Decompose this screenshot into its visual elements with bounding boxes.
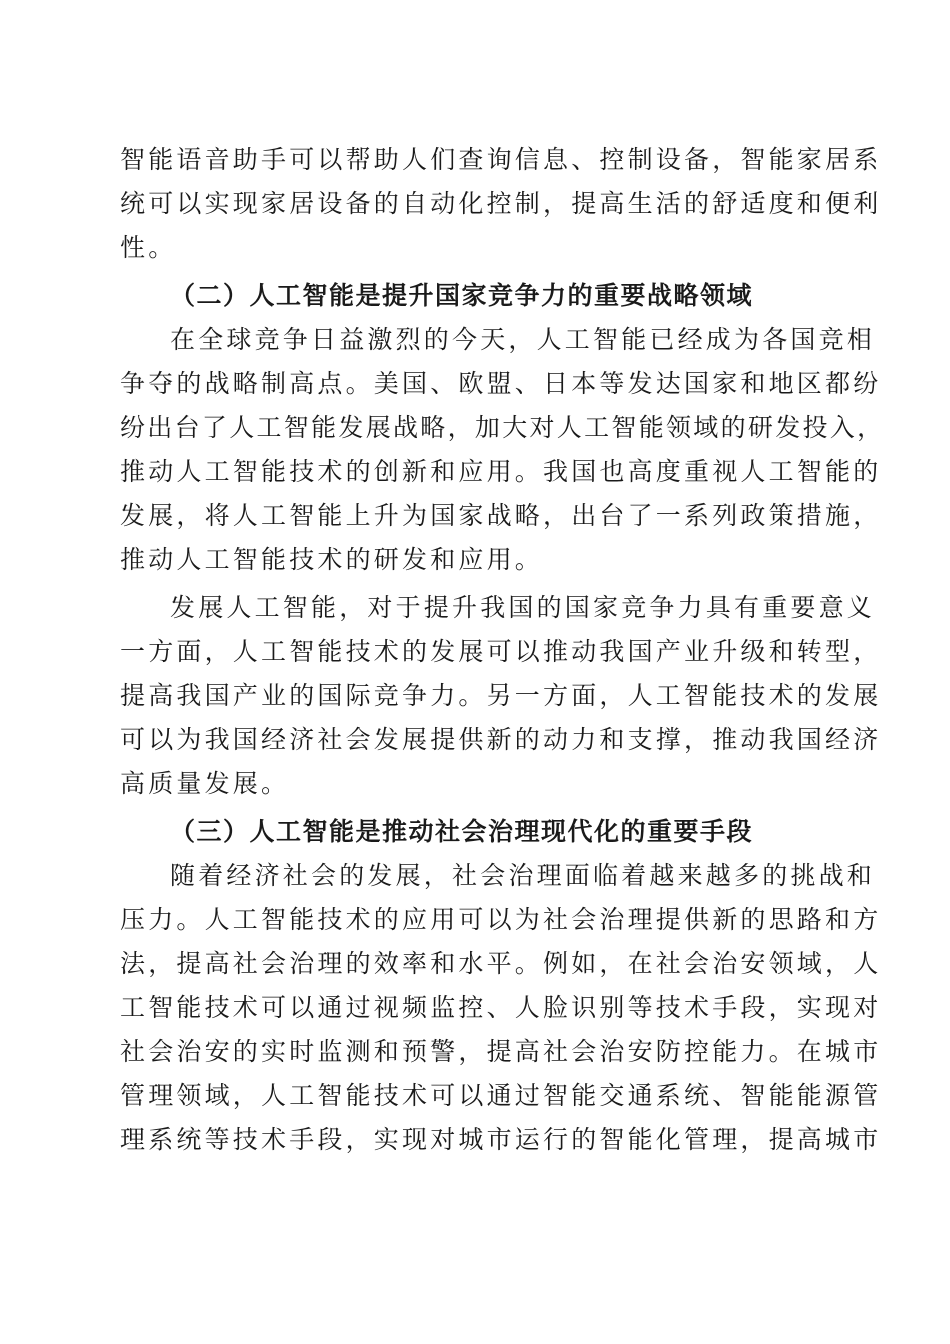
paragraph-line: 社会治安的实时监测和预警，提高社会治安防控能力。在城市	[120, 1037, 882, 1066]
paragraph-line: 压力。人工智能技术的应用可以为社会治理提供新的思路和方	[120, 905, 882, 934]
section-heading-3: （三）人工智能是推动社会治理现代化的重要手段	[170, 817, 754, 846]
paragraph-line: 法，提高社会治理的效率和水平。例如，在社会治安领域，人	[120, 949, 882, 978]
paragraph-line: 争夺的战略制高点。美国、欧盟、日本等发达国家和地区都纷	[120, 369, 882, 398]
paragraph-line: 可以为我国经济社会发展提供新的动力和支撑，推动我国经济	[120, 725, 882, 754]
paragraph-line: 高质量发展。	[120, 769, 290, 798]
paragraph-line: 智能语音助手可以帮助人们查询信息、控制设备，智能家居系	[120, 145, 882, 174]
paragraph-line: 统可以实现家居设备的自动化控制，提高生活的舒适度和便利	[120, 189, 882, 218]
paragraph-line: 纷出台了人工智能发展战略，加大对人工智能领域的研发投入，	[120, 413, 885, 442]
paragraph-line: 工智能技术可以通过视频监控、人脸识别等技术手段，实现对	[120, 993, 882, 1022]
paragraph-line: 在全球竞争日益激烈的今天，人工智能已经成为各国竞相	[170, 325, 876, 354]
paragraph-line: 推动人工智能技术的创新和应用。我国也高度重视人工智能的	[120, 457, 882, 486]
section-heading-2: （二）人工智能是提升国家竞争力的重要战略领域	[170, 281, 754, 310]
paragraph-line: 发展，将人工智能上升为国家战略，出台了一系列政策措施，	[120, 501, 882, 530]
paragraph-line: 一方面，人工智能技术的发展可以推动我国产业升级和转型，	[120, 637, 882, 666]
paragraph-line: 随着经济社会的发展，社会治理面临着越来越多的挑战和	[170, 861, 876, 890]
paragraph-line: 推动人工智能技术的研发和应用。	[120, 545, 544, 574]
paragraph-line: 提高我国产业的国际竞争力。另一方面，人工智能技术的发展	[120, 681, 882, 710]
paragraph-line: 性。	[120, 233, 177, 262]
paragraph-line: 管理领域，人工智能技术可以通过智能交通系统、智能能源管	[120, 1081, 882, 1110]
paragraph-line: 发展人工智能，对于提升我国的国家竞争力具有重要意义	[170, 593, 876, 622]
paragraph-line: 理系统等技术手段，实现对城市运行的智能化管理，提高城市	[120, 1125, 882, 1154]
